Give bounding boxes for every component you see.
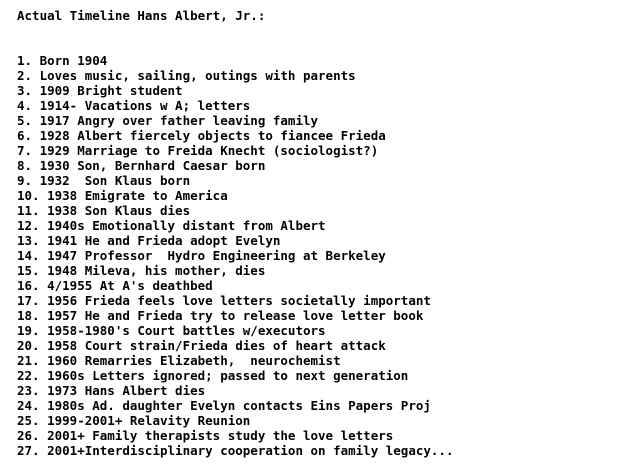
timeline-item: 21. 1960 Remarries Elizabeth, neurochemist xyxy=(17,353,341,368)
timeline-item: 5. 1917 Angry over father leaving family xyxy=(17,113,319,128)
timeline-item: 13. 1941 He and Frieda adopt Evelyn xyxy=(17,233,281,248)
timeline-item: 6. 1928 Albert fiercely objects to fiancee Frieda xyxy=(17,128,386,143)
timeline-item: 2. Loves music, sailing, outings with parents xyxy=(17,68,356,83)
timeline-item: 24. 1980s Ad. daughter Evelyn contacts Eins Papers Proj xyxy=(17,398,431,413)
timeline-item: 12. 1940s Emotionally distant from Albert xyxy=(17,218,326,233)
document-title: Actual Timeline Hans Albert, Jr.: xyxy=(17,8,266,23)
timeline-item: 1. Born 1904 xyxy=(17,53,108,68)
timeline-item: 25. 1999-2001+ Relavity Reunion xyxy=(17,413,251,428)
timeline-item: 27. 2001+Interdisciplinary cooperation on family legacy... xyxy=(17,443,454,458)
timeline-document xyxy=(17,8,454,458)
timeline-item: 26. 2001+ Family therapists study the love letters xyxy=(17,428,394,443)
timeline-item: 20. 1958 Court strain/Frieda dies of heart attack xyxy=(17,338,386,353)
timeline-item: 19. 1958-1980's Court battles w/executors xyxy=(17,323,326,338)
timeline-item: 15. 1948 Mileva, his mother, dies xyxy=(17,263,266,278)
timeline-item: 3. 1909 Bright student xyxy=(17,83,183,98)
timeline-item: 9. 1932 Son Klaus born xyxy=(17,173,191,188)
timeline-list xyxy=(17,53,454,458)
timeline-item: 14. 1947 Professor Hydro Engineering at Berkeley xyxy=(17,248,386,263)
timeline-item: 17. 1956 Frieda feels love letters societally important xyxy=(17,293,431,308)
timeline-item: 16. 4/1955 At A's deathbed xyxy=(17,278,213,293)
timeline-item: 18. 1957 He and Frieda try to release love letter book xyxy=(17,308,424,323)
timeline-item: 23. 1973 Hans Albert dies xyxy=(17,383,206,398)
timeline-item: 4. 1914- Vacations w A; letters xyxy=(17,98,251,113)
timeline-item: 11. 1938 Son Klaus dies xyxy=(17,203,191,218)
timeline-item: 10. 1938 Emigrate to America xyxy=(17,188,228,203)
timeline-item: 22. 1960s Letters ignored; passed to next generation xyxy=(17,368,409,383)
timeline-item: 8. 1930 Son, Bernhard Caesar born xyxy=(17,158,266,173)
timeline-item: 7. 1929 Marriage to Freida Knecht (sociologist?) xyxy=(17,143,379,158)
